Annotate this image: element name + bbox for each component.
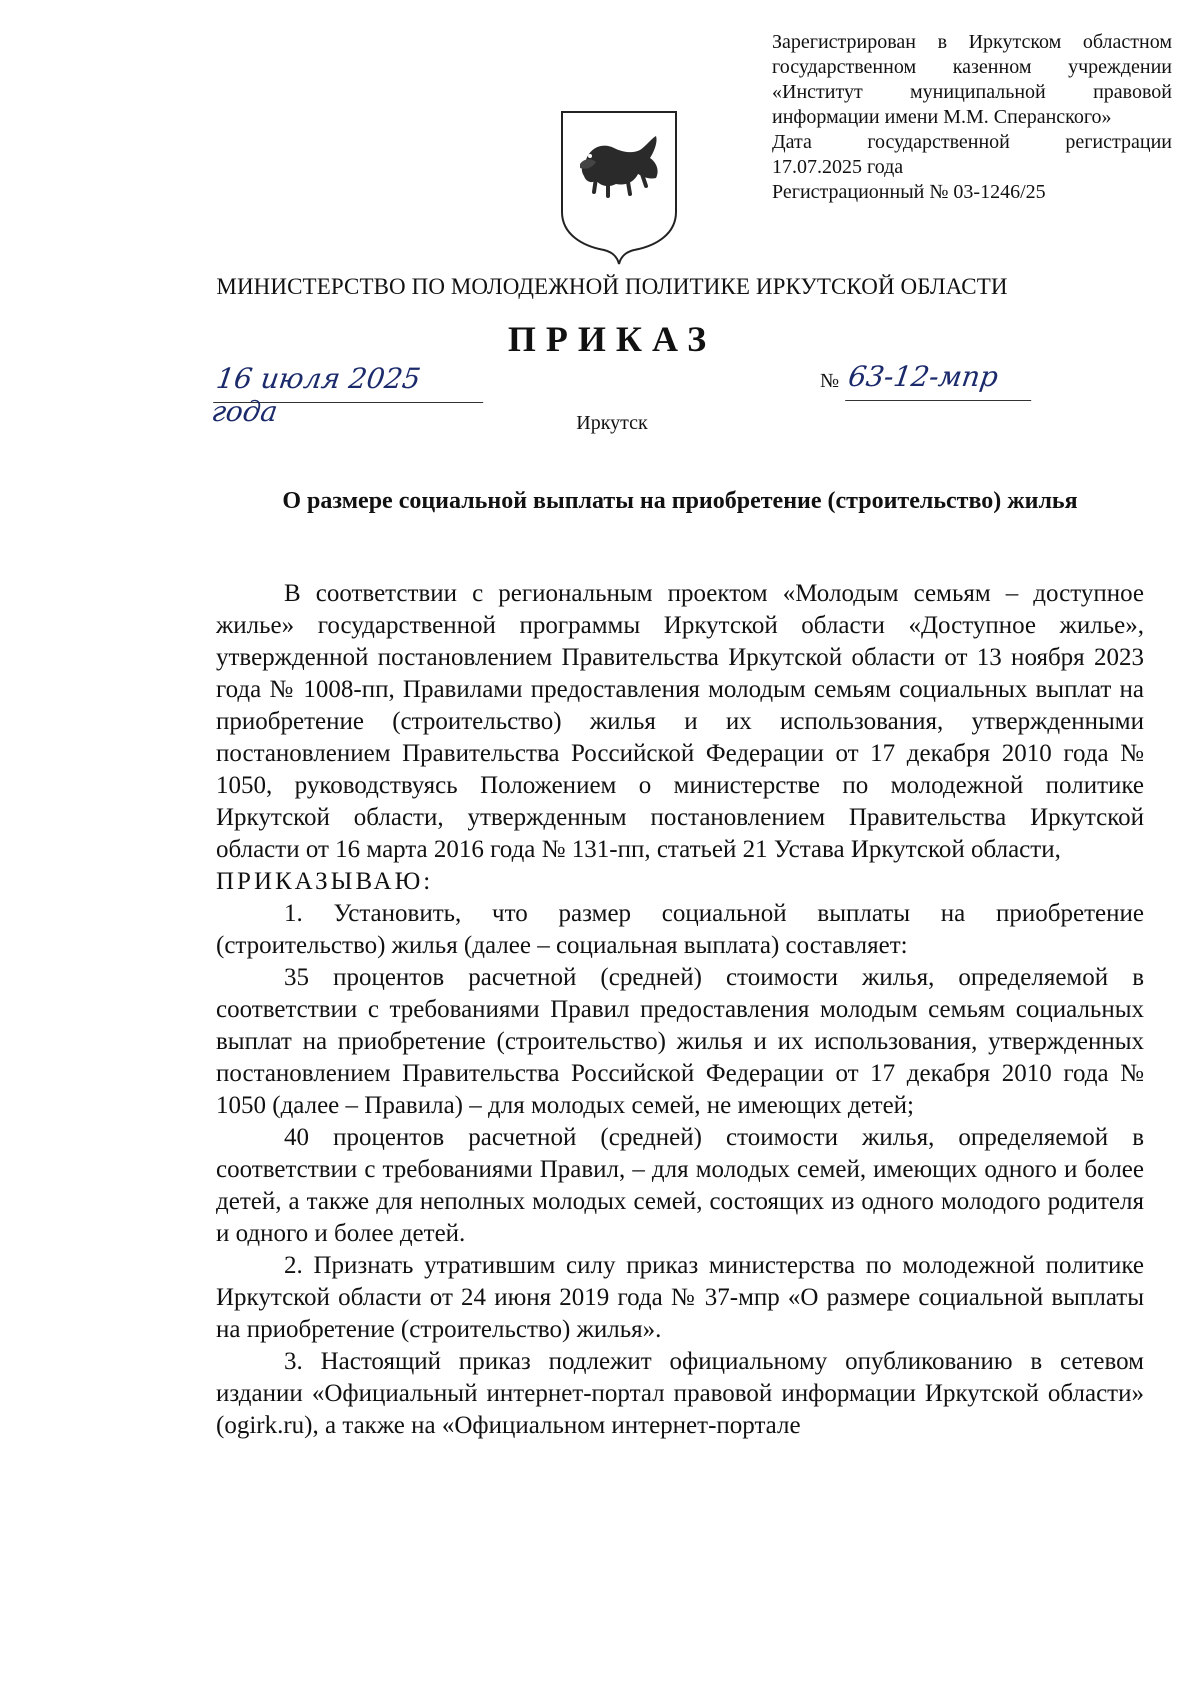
preamble-paragraph: В соответствии с региональным проектом «Молодым семьям – доступное жилье» государственной программы Иркутской области «Доступное жилье», утвержденной постановлением Правительства Иркутской области от 13 ноября 2023 года № 1008-пп, Правилами предоставления молодым семьям социальных выплат на приобретение (строительство) жилья и их использования, утвержденными постановлением Правительства Российской Федерации от 17 декабря 2010 года № 1050, руководствуясь Положением о министерстве по молодежной политике Иркутской области, утвержденным постановлением Правительства Иркутской области от 16 марта 2016 года № 131-пп, статьей 21 Устава Иркутской области, — [216, 580, 1144, 863]
item-3: 3. Настоящий приказ подлежит официальному опубликованию в сетевом издании «Официальный интернет-портал правовой информации Иркутской области» (ogirk.ru), а также на «Официальном интернет-портале — [216, 1348, 1144, 1439]
registration-line: 17.07.2025 года — [772, 156, 904, 178]
registration-line: Дата государственной регистрации — [772, 131, 1172, 153]
registration-line: государственном казенном учреждении — [772, 56, 1172, 78]
registration-line: «Институт муниципальной правовой — [772, 81, 1172, 103]
order-word: ПРИКАЗЫВАЮ: — [216, 868, 434, 895]
registration-line: Зарегистрирован в Иркутском областном — [772, 31, 1172, 53]
ministry-name: МИНИСТЕРСТВО ПО МОЛОДЕЖНОЙ ПОЛИТИКЕ ИРКУТСКОЙ ОБЛАСТИ — [216, 274, 1008, 299]
document-type-title: ПРИКАЗ — [507, 319, 717, 359]
item-1-a: 35 процентов расчетной (средней) стоимости жилья, определяемой в соответствии с требованиями Правил предоставления молодым семьям социальных выплат на приобретение (строительство) жилья и их использования, утвержденных постановлением Правительства Российской Федерации от 17 декабря 2010 года № 1050 (далее – Правила) – для молодых семей, не имеющих детей; — [216, 964, 1144, 1119]
document-body — [216, 578, 1144, 1442]
item-2: 2. Признать утратившим силу приказ министерства по молодежной политике Иркутской области от 24 июня 2019 года № 37-мпр «О размере социальной выплаты на приобретение (строительство) жилья». — [216, 1252, 1144, 1343]
coat-of-arms-icon — [556, 108, 682, 266]
handwritten-number: 63-12-мпр — [845, 360, 1037, 401]
registration-stamp — [772, 30, 1172, 205]
item-1: 1. Установить, что размер социальной выплаты на приобретение (строительство) жилья (далее – социальная выплата) составляет: — [216, 900, 1144, 959]
registration-line: Регистрационный № 03-1246/25 — [772, 181, 1046, 203]
number-label: № — [820, 370, 840, 392]
city-name: Иркутск — [576, 412, 648, 434]
item-1-b: 40 процентов расчетной (средней) стоимости жилья, определяемой в соответствии с требованиями Правил, – для молодых семей, имеющих одного и более детей, а также для неполных молодых семей, состоящих из одного молодого родителя и одного и более детей. — [216, 1124, 1144, 1247]
handwritten-date: 16 июля 2025 года — [213, 362, 489, 403]
document-subject: О размере социальной выплаты на приобретение (строительство) жилья — [282, 488, 1078, 514]
registration-line: информации имени М.М. Сперанского» — [772, 106, 1112, 128]
